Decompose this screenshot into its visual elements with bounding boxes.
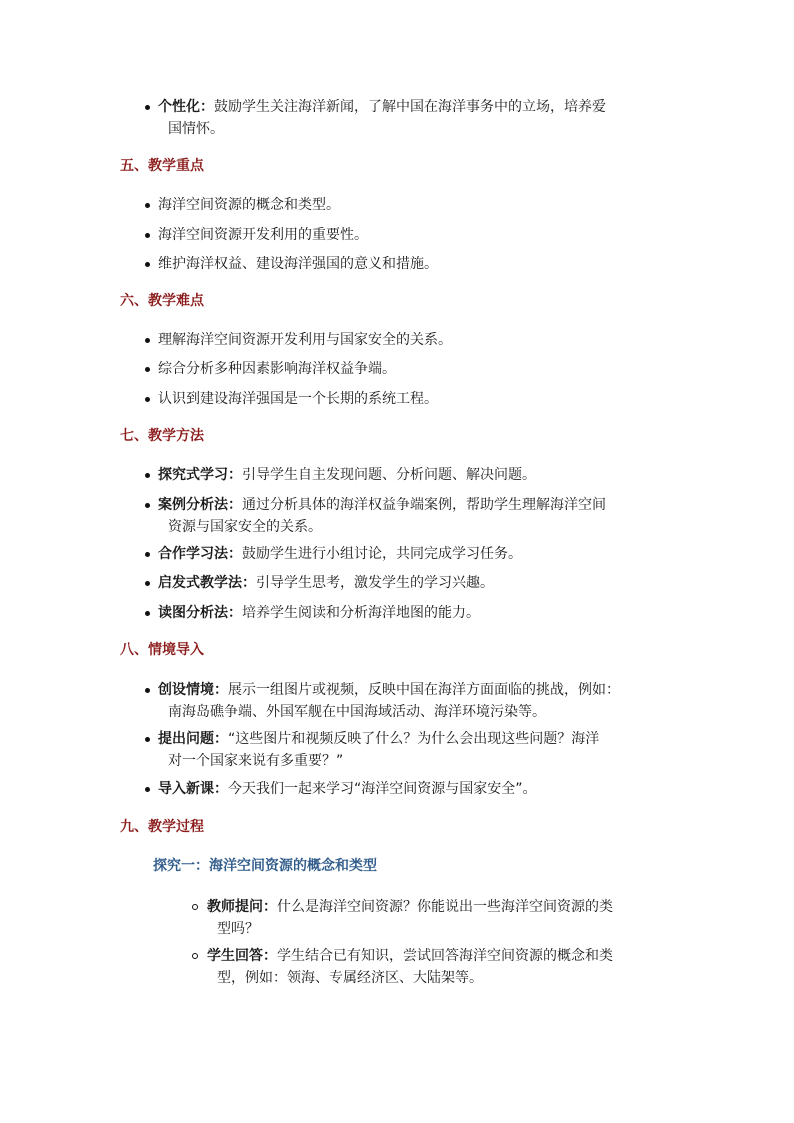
item-text: 引导学生思考，激发学生的学习兴趣。 (256, 575, 494, 591)
item-label: 探究式学习： (158, 467, 242, 483)
item-text: 培养学生阅读和分析海洋地图的能力。 (242, 605, 480, 621)
item-text: 综合分析多种因素影响海洋权益争端。 (158, 361, 396, 377)
item-text: 什么是海洋空间资源？你能说出一些海洋空间资源的类 (277, 899, 613, 915)
bullet-icon (145, 367, 150, 372)
item-text: “这些图片和视频反映了什么？为什么会出现这些问题？海洋 (228, 731, 600, 747)
item-text: 展示一组图片或视频，反映中国在海洋方面面临的挑战，例如： (228, 682, 620, 698)
item-text-cont: 型吗？ (217, 921, 259, 937)
item-text-cont: 型，例如：领海、专属经济区、大陆架等。 (217, 970, 483, 986)
bullet-icon (145, 581, 150, 586)
bullet-icon (145, 338, 150, 343)
item-label: 教师提问： (207, 899, 277, 915)
item-text: 通过分析具体的海洋权益争端案例，帮助学生理解海洋空间 (242, 497, 606, 513)
item-label: 创设情境： (158, 682, 228, 698)
item-text: 引导学生自主发现问题、分析问题、解决问题。 (242, 467, 536, 483)
bullet-icon (145, 233, 150, 238)
section-heading: 九、教学过程 (120, 819, 204, 835)
section-heading: 七、教学方法 (120, 428, 204, 444)
bullet-icon (145, 203, 150, 208)
item-text-cont: 南海岛礁争端、外国军舰在中国海域活动、海洋环境污染等。 (168, 704, 546, 720)
bullet-icon (145, 688, 150, 693)
bullet-icon (145, 787, 150, 792)
bullet-icon (145, 397, 150, 402)
circle-bullet-icon (192, 904, 198, 910)
item-text: 鼓励学生进行小组讨论，共同完成学习任务。 (242, 546, 522, 562)
item-text: 海洋空间资源的概念和类型。 (158, 197, 340, 213)
item-text-cont: 国情怀。 (168, 121, 224, 137)
bullet-icon (145, 552, 150, 557)
item-label: 案例分析法： (158, 497, 242, 513)
item-label: 启发式教学法： (158, 575, 256, 591)
subsection-heading: 探究一：海洋空间资源的概念和类型 (153, 858, 377, 874)
item-label: 学生回答： (207, 948, 277, 964)
bullet-icon (145, 503, 150, 508)
item-text: 学生结合已有知识，尝试回答海洋空间资源的概念和类 (277, 948, 613, 964)
item-text-cont: 对一个国家来说有多重要？” (168, 753, 344, 769)
item-text: 鼓励学生关注海洋新闻，了解中国在海洋事务中的立场，培养爱 (214, 99, 606, 115)
bullet-icon (145, 262, 150, 267)
item-label: 合作学习法： (158, 546, 242, 562)
item-label: 提出问题： (158, 731, 228, 747)
item-label: 读图分析法： (158, 605, 242, 621)
item-text: 认识到建设海洋强国是一个长期的系统工程。 (158, 391, 438, 407)
item-text: 今天我们一起来学习“海洋空间资源与国家安全”。 (228, 781, 537, 797)
bullet-icon (145, 611, 150, 616)
section-heading: 五、教学重点 (120, 158, 204, 174)
circle-bullet-icon (192, 953, 198, 959)
item-text: 理解海洋空间资源开发利用与国家安全的关系。 (158, 332, 452, 348)
bullet-icon (145, 737, 150, 742)
bullet-icon (145, 473, 150, 478)
section-heading: 八、情境导入 (120, 642, 204, 658)
item-text-cont: 资源与国家安全的关系。 (168, 519, 322, 535)
section-heading: 六、教学难点 (120, 293, 204, 309)
bullet-icon (145, 105, 150, 110)
item-text: 维护海洋权益、建设海洋强国的意义和措施。 (158, 256, 438, 272)
item-label: 导入新课： (158, 781, 228, 797)
item-text: 海洋空间资源开发利用的重要性。 (158, 227, 368, 243)
item-label: 个性化： (158, 99, 214, 115)
